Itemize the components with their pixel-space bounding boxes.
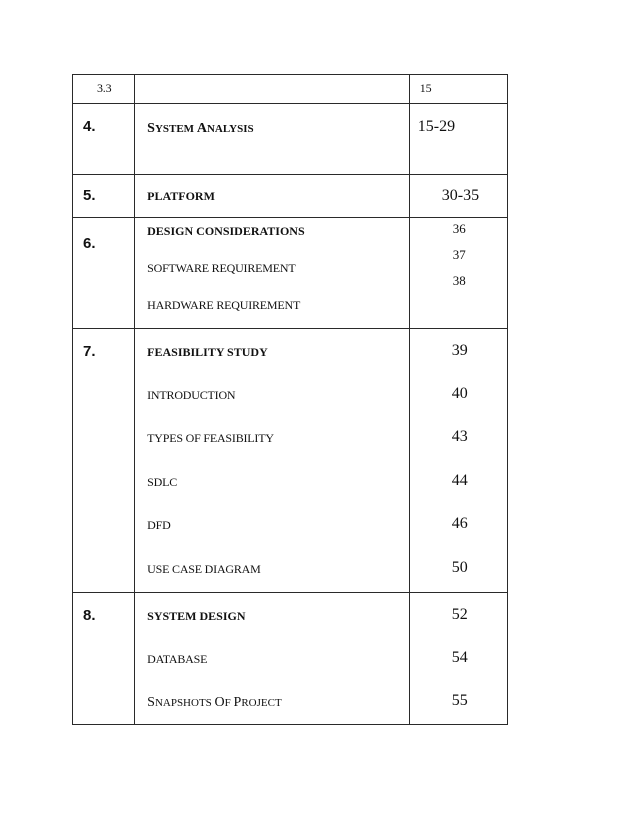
- subsection-item: SYSTEM DESIGN: [147, 609, 246, 623]
- page-number: 39: [451, 342, 468, 359]
- table-row: [73, 175, 508, 218]
- section-number-cell: [73, 104, 135, 175]
- section-title-cell: [135, 329, 410, 593]
- section-title: PLATFORM: [147, 189, 215, 203]
- section-number: 7.: [83, 343, 96, 360]
- section-number-cell: [73, 593, 135, 725]
- page-number: 55: [451, 692, 468, 709]
- subsection-item: FEASIBILITY STUDY: [147, 345, 268, 359]
- subsection-item: USE CASE DIAGRAM: [147, 562, 261, 576]
- subsection-item: SOFTWARE REQUIREMENT: [147, 261, 296, 275]
- subsection-item: TYPES OF FEASIBILITY: [147, 431, 274, 445]
- section-number: 8.: [83, 607, 96, 624]
- subsection-item: DESIGN CONSIDERATIONS: [147, 224, 305, 238]
- page-cell: [409, 218, 507, 329]
- subsection-item: INTRODUCTION: [147, 388, 236, 402]
- page-cell: [409, 329, 507, 593]
- subsection-item: DATABASE: [147, 652, 208, 666]
- section-number-cell: [73, 175, 135, 218]
- page-number: 46: [451, 515, 468, 532]
- section-title-cell: [135, 218, 410, 329]
- page-number: 38: [452, 273, 466, 288]
- table-row: [73, 75, 508, 104]
- section-number-cell: [73, 218, 135, 329]
- page-number: 15: [419, 81, 432, 95]
- page-number: 50: [451, 559, 468, 576]
- page-number: 44: [451, 472, 468, 489]
- section-number-cell: [73, 75, 135, 104]
- section-number: 6.: [83, 235, 96, 252]
- page-number: 43: [451, 428, 468, 445]
- section-title-cell: [135, 593, 410, 725]
- section-number-cell: [73, 329, 135, 593]
- page-number: 37: [452, 247, 466, 262]
- page-number: 15-29: [417, 118, 456, 135]
- section-number: 3.3: [97, 81, 112, 95]
- page-cell: [409, 175, 507, 218]
- page-number: 36: [452, 221, 466, 236]
- page-number: 52: [451, 606, 468, 623]
- section-title-cell: [135, 104, 410, 175]
- subsection-item: DFD: [147, 518, 171, 532]
- section-title-cell: [135, 75, 410, 104]
- page-cell: [409, 75, 507, 104]
- table-row: [73, 104, 508, 175]
- page-number: 40: [451, 385, 468, 402]
- subsection-item: SDLC: [147, 475, 178, 489]
- table-row: [73, 218, 508, 329]
- page-cell: [409, 593, 507, 725]
- subsection-item: HARDWARE REQUIREMENT: [147, 298, 301, 312]
- page-number: 54: [451, 649, 468, 666]
- page-cell: [409, 104, 507, 175]
- table-row: [73, 593, 508, 725]
- table-row: [73, 329, 508, 593]
- section-number: 4.: [83, 118, 96, 135]
- section-title: SYSTEM ANALYSIS: [147, 121, 254, 136]
- table-of-contents: [72, 74, 508, 725]
- subsection-item: SNAPSHOTS OF PROJECT: [147, 695, 282, 710]
- page-number: 30-35: [441, 187, 480, 204]
- section-title-cell: [135, 175, 410, 218]
- section-number: 5.: [83, 187, 96, 204]
